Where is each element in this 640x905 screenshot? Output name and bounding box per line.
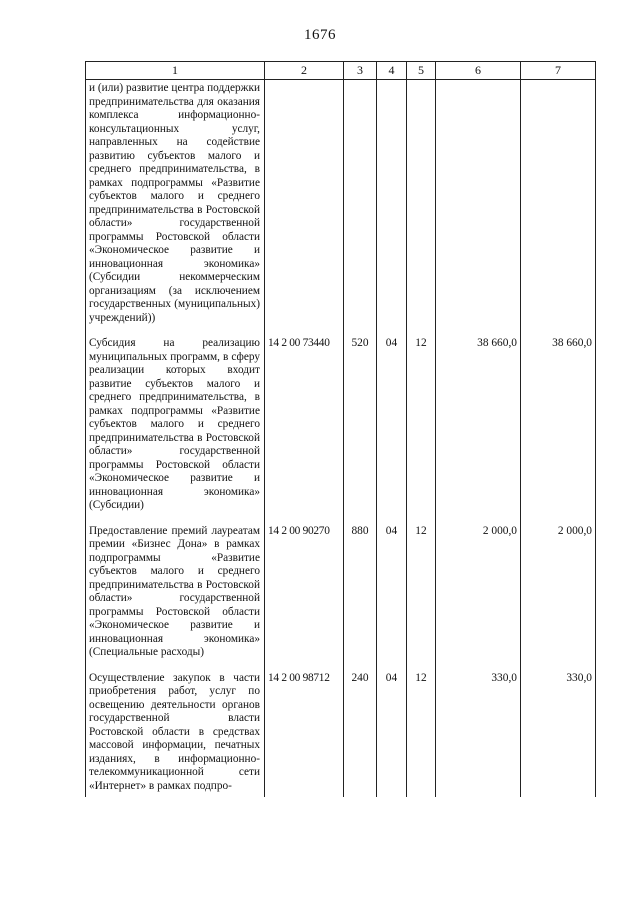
- row-amount-1: 2 000,0: [436, 524, 521, 671]
- row-subsection: [407, 80, 436, 337]
- row-expense-type: 240: [344, 671, 377, 798]
- column-header-1: 1: [86, 62, 265, 80]
- row-expense-type: 880: [344, 524, 377, 671]
- row-section: 04: [377, 336, 407, 524]
- row-subsection: 12: [407, 671, 436, 798]
- row-amount-2: 330,0: [521, 671, 596, 798]
- page-number: 1676: [304, 27, 336, 43]
- column-header-3: 3: [344, 62, 377, 80]
- row-description: Субсидия на реализацию муниципальных программ, в сферу реализации которых входит развитие субъектов малого и среднего предпринимательства, в рамках подпрограммы «Развитие субъектов малого и среднего предпринимательства в Ростовской области» государственной программы Ростовской области «Экономическое развитие и инновационная экономика» (Субсидии): [86, 336, 265, 524]
- table-row: [86, 524, 596, 671]
- row-amount-1: 38 660,0: [436, 336, 521, 524]
- row-amount-2: [521, 80, 596, 337]
- table-row: [86, 671, 596, 798]
- column-header-2: 2: [265, 62, 344, 80]
- row-amount-2: 38 660,0: [521, 336, 596, 524]
- row-description: и (или) развитие центра поддержки предпринимательства для оказания комплекса информационно-консультационных услуг, направленных на содействие развитию субъектов малого и среднего предпринимательства, в рамках подпрограммы «Развитие субъектов малого и среднего предпринимательства в Ростовской области» государственной программы Ростовской области «Экономическое развитие и инновационная экономика» (Субсидии некоммерческим организациям (за исключением государственных (муниципальных) учреждений)): [86, 80, 265, 337]
- header-row: [86, 62, 596, 80]
- row-section: 04: [377, 524, 407, 671]
- row-description: Осуществление закупок в части приобретения работ, услуг по освещению деятельности органов государственной власти Ростовской области в средствах массовой информации, печатных изданиях, в информационно-телекоммуникационной сети «Интернет» в рамках подпро-: [86, 671, 265, 798]
- row-subsection: 12: [407, 336, 436, 524]
- row-target-code: 14 2 00 98712: [265, 671, 344, 798]
- row-subsection: 12: [407, 524, 436, 671]
- column-header-6: 6: [436, 62, 521, 80]
- row-amount-1: [436, 80, 521, 337]
- table-row: [86, 336, 596, 524]
- row-expense-type: 520: [344, 336, 377, 524]
- column-header-7: 7: [521, 62, 596, 80]
- row-target-code: 14 2 00 73440: [265, 336, 344, 524]
- column-header-4: 4: [377, 62, 407, 80]
- row-expense-type: [344, 80, 377, 337]
- row-section: [377, 80, 407, 337]
- row-section: 04: [377, 671, 407, 798]
- table-row: [86, 80, 596, 337]
- column-header-5: 5: [407, 62, 436, 80]
- row-amount-1: 330,0: [436, 671, 521, 798]
- budget-table: [85, 61, 596, 797]
- row-target-code: [265, 80, 344, 337]
- row-description: Предоставление премий лауреатам премии «Бизнес Дона» в рамках подпрограммы «Развитие субъектов малого и среднего предпринимательства в Ростовской области» государственной программы Ростовской области «Экономическое развитие и инновационная экономика» (Специальные расходы): [86, 524, 265, 671]
- row-target-code: 14 2 00 90270: [265, 524, 344, 671]
- row-amount-2: 2 000,0: [521, 524, 596, 671]
